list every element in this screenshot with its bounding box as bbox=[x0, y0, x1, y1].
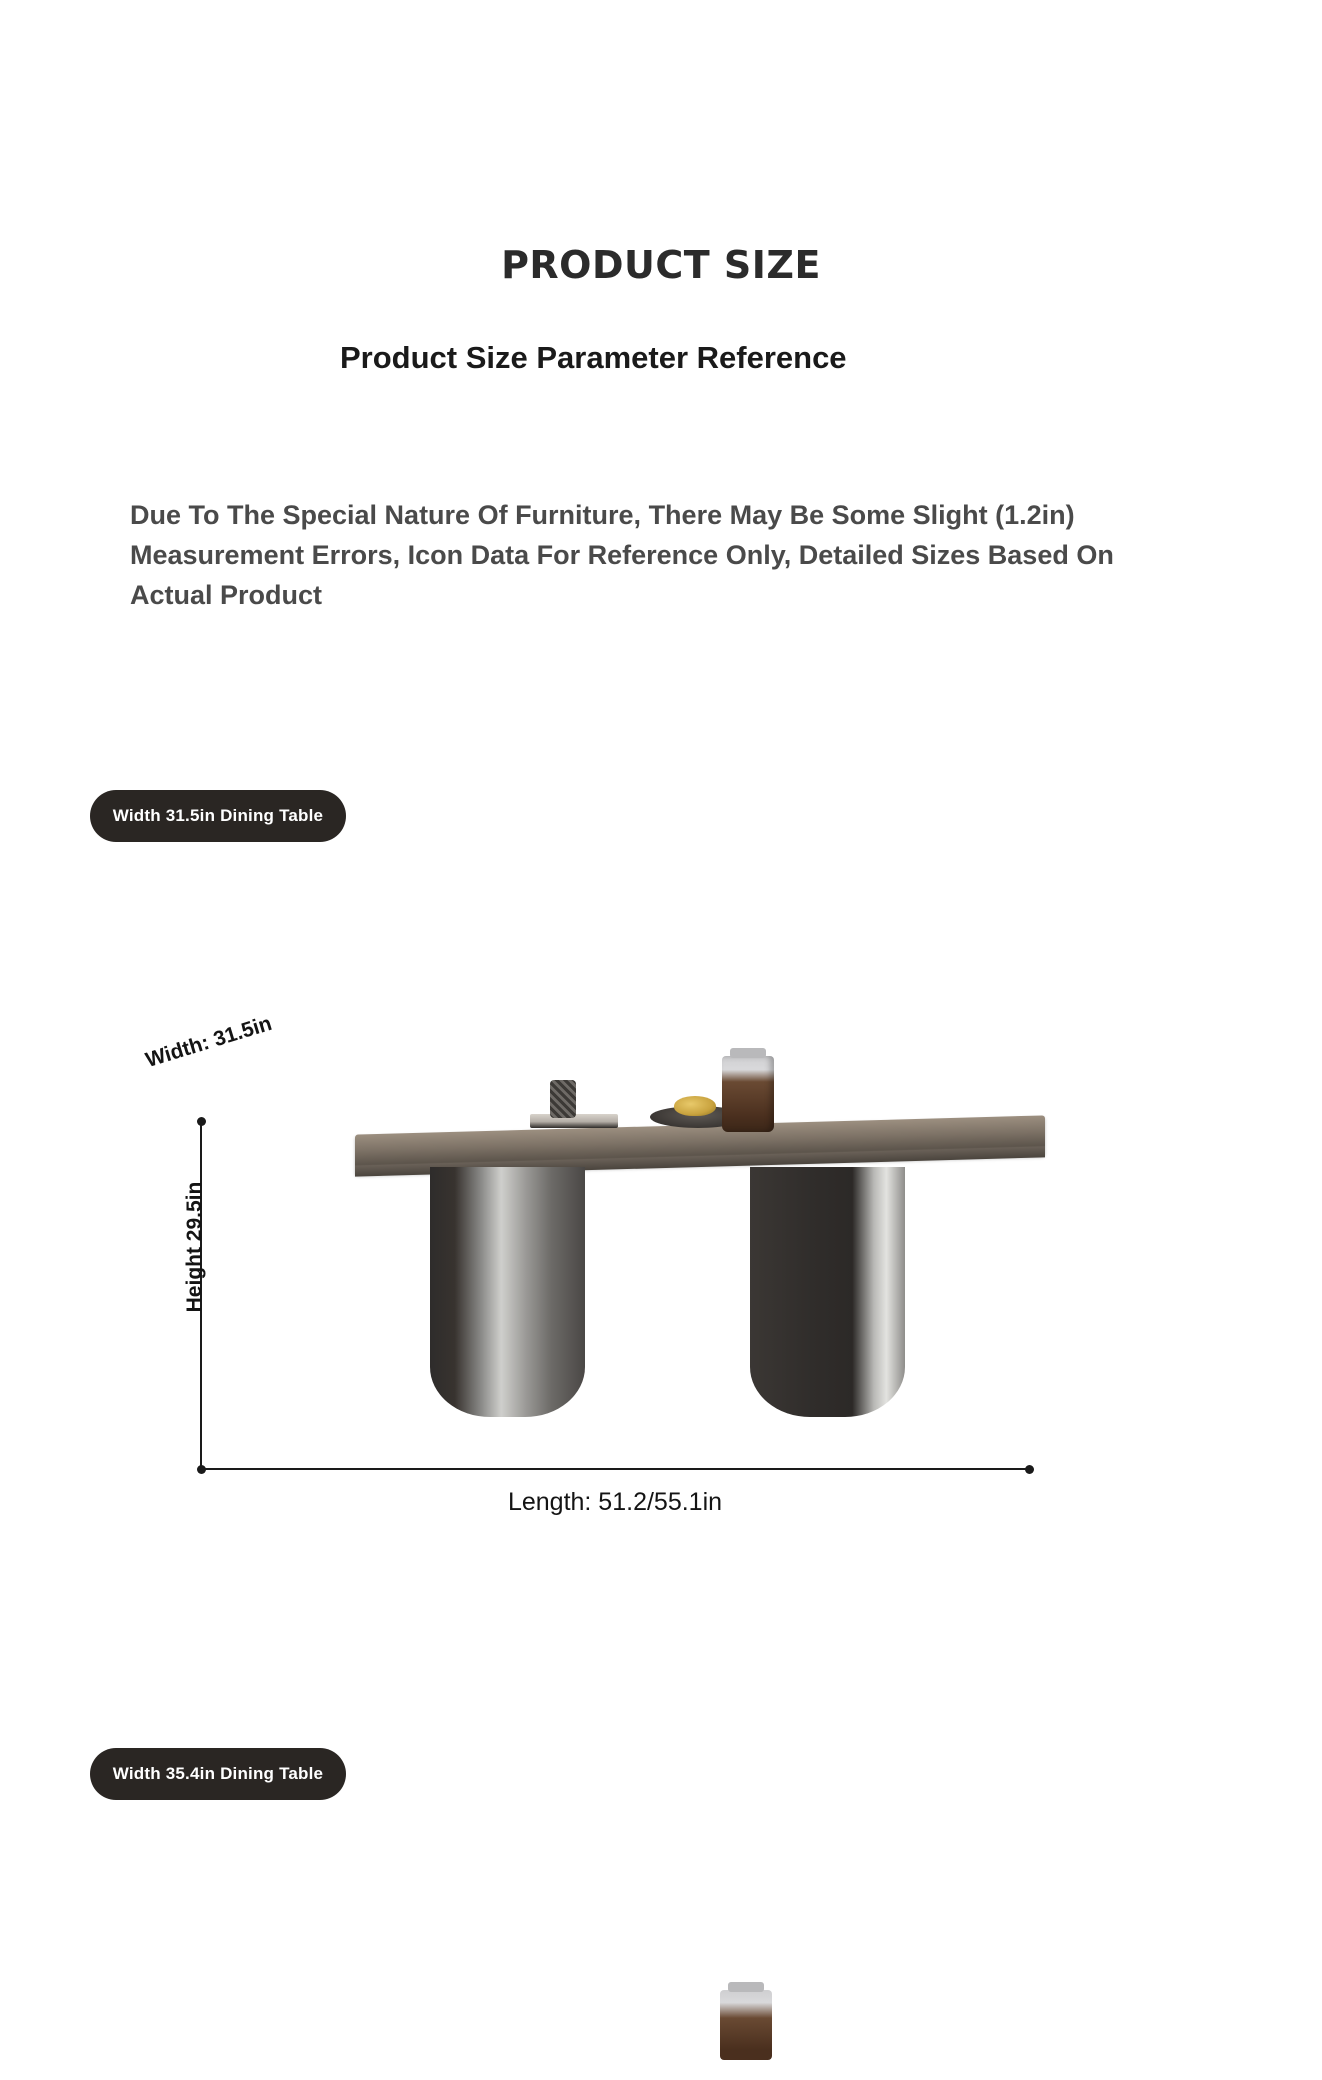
decor-carafe-lid bbox=[728, 1982, 764, 1992]
decor-food bbox=[674, 1096, 716, 1116]
subtitle: Product Size Parameter Reference bbox=[340, 340, 847, 375]
page-title: PRODUCT SIZE bbox=[501, 243, 821, 287]
dining-table-diagram-31-5 bbox=[143, 1011, 1180, 1580]
variant-pill-width-31-5[interactable]: Width 31.5in Dining Table bbox=[90, 790, 346, 842]
decor-coffee-carafe bbox=[722, 1056, 774, 1132]
variant-pill-width-35-4[interactable]: Width 35.4in Dining Table bbox=[90, 1748, 346, 1800]
dimension-endpoint-dot bbox=[197, 1117, 206, 1126]
table-leg-right bbox=[750, 1167, 905, 1417]
decor-vase bbox=[550, 1080, 576, 1118]
dining-table-diagram-35-4-partial bbox=[150, 1960, 1180, 2080]
length-dimension-label: Length: 51.2/55.1in bbox=[507, 1488, 723, 1516]
decor-carafe-lid bbox=[730, 1048, 766, 1058]
dimension-endpoint-dot bbox=[197, 1465, 206, 1474]
decor-coffee-carafe bbox=[720, 1990, 772, 2060]
disclaimer-text: Due To The Special Nature Of Furniture, There May Be Some Slight (1.2in) Measurement Errors, Icon Data For Reference Only, Detailed Sizes Based On Actual Product bbox=[130, 500, 1114, 610]
width-dimension-label: Width: 31.5in bbox=[143, 1011, 275, 1072]
table-leg-left bbox=[430, 1167, 585, 1417]
dining-table-illustration bbox=[250, 1070, 1050, 1520]
height-dimension-label: Height 29.5in bbox=[183, 1181, 206, 1313]
